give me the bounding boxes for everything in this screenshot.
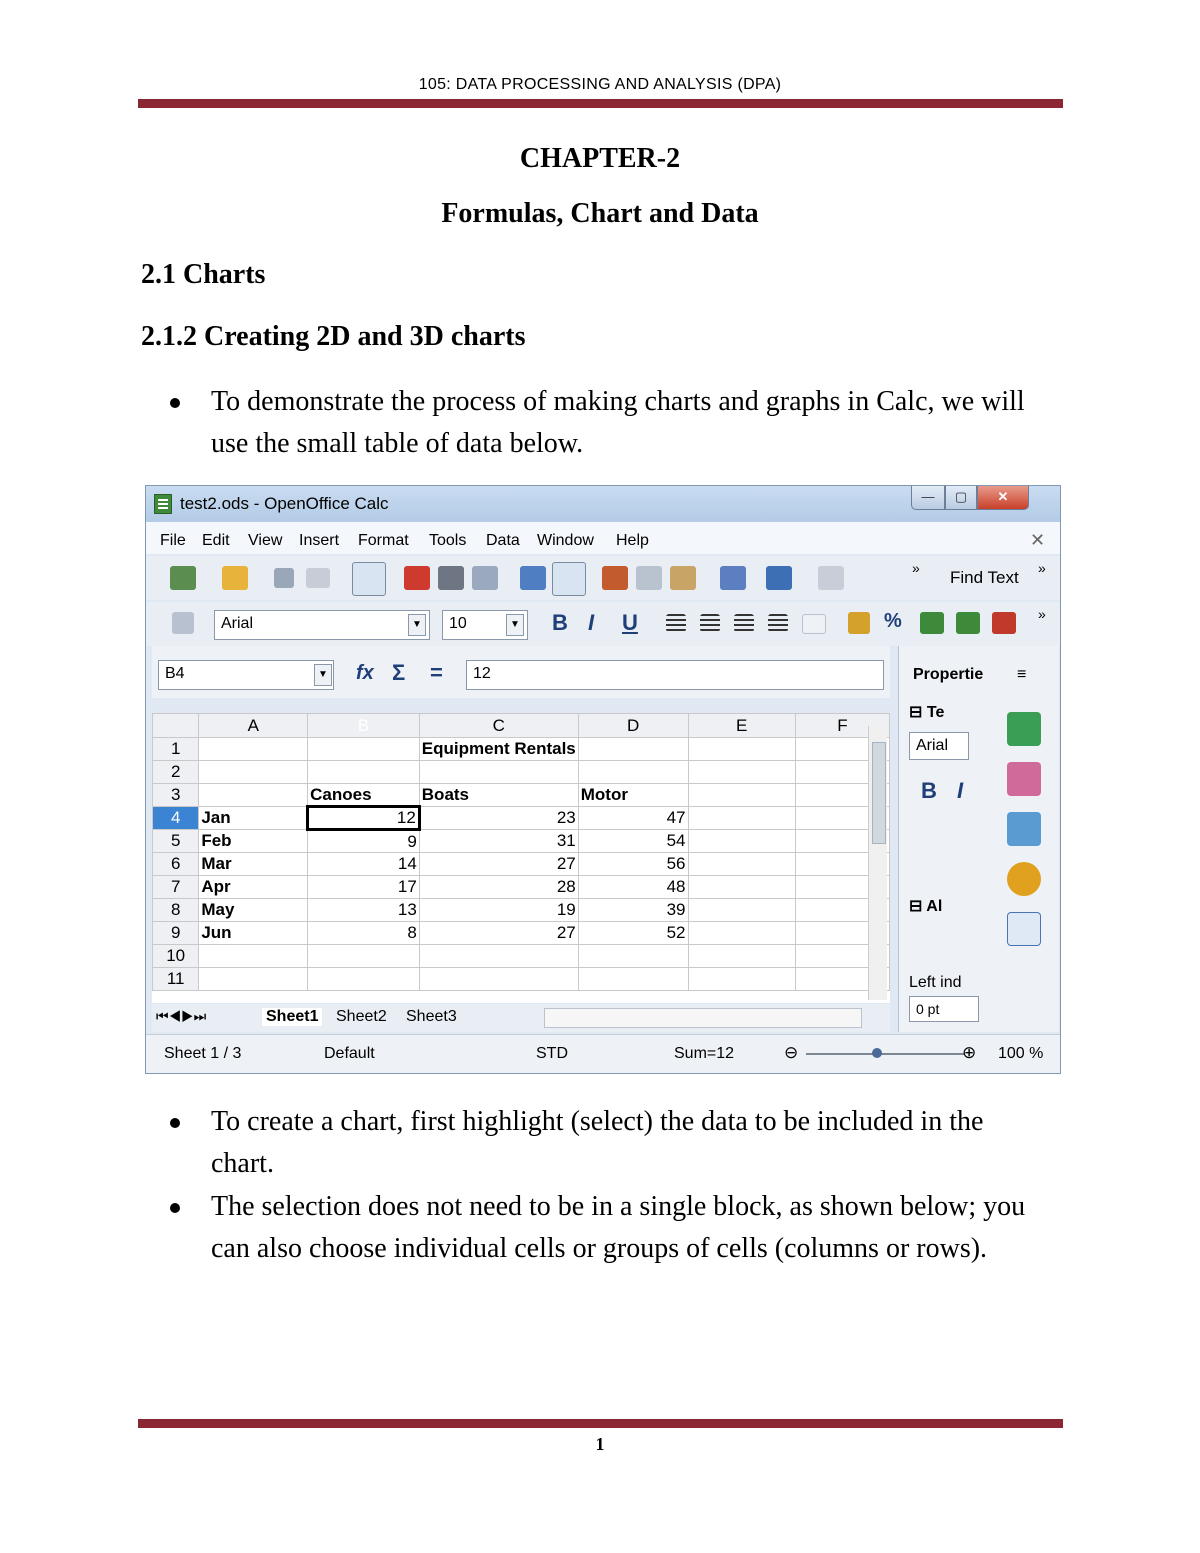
status-sum: Sum=12 — [674, 1045, 735, 1062]
window-titlebar — [146, 486, 1060, 522]
cut-icon[interactable] — [602, 566, 628, 590]
active-cell[interactable]: 12 — [308, 807, 420, 830]
zoom-slider[interactable] — [806, 1053, 964, 1055]
row-header[interactable]: 4 — [153, 807, 199, 830]
undo-icon[interactable] — [766, 566, 792, 590]
calc-app-icon — [154, 494, 172, 514]
bullet-text: To demonstrate the process of making charts and graphs in Calc, we will use the small table of data below. — [211, 386, 1025, 459]
cell[interactable]: Motor — [578, 784, 688, 807]
function-equals-icon[interactable]: = — [430, 660, 443, 685]
menu-format[interactable]: Format — [358, 532, 409, 549]
status-bar — [146, 1034, 1060, 1073]
cell[interactable] — [688, 830, 795, 853]
row-header[interactable]: 3 — [153, 784, 199, 807]
table-row — [153, 876, 890, 899]
standard-toolbar — [146, 556, 1060, 600]
menu-help[interactable]: Help — [616, 532, 649, 549]
cell[interactable]: 19 — [419, 899, 578, 922]
cell[interactable] — [688, 784, 795, 807]
function-wizard-icon[interactable]: fx — [356, 662, 374, 684]
zoom-slider-handle[interactable] — [872, 1048, 882, 1058]
cell[interactable]: 13 — [308, 899, 420, 922]
cell[interactable] — [419, 945, 578, 968]
tab-sheet1[interactable]: Sheet1 — [262, 1008, 322, 1026]
name-box[interactable] — [158, 660, 334, 690]
cell[interactable]: 54 — [578, 830, 688, 853]
cell[interactable]: Jan — [199, 807, 308, 830]
menu-bar — [146, 522, 1060, 554]
open-folder-icon[interactable] — [222, 566, 248, 590]
cell[interactable]: 52 — [578, 922, 688, 945]
cell[interactable]: 9 — [308, 830, 420, 853]
print-preview-icon[interactable] — [472, 566, 498, 590]
cell[interactable] — [199, 945, 308, 968]
row-header[interactable]: 5 — [153, 830, 199, 853]
save-icon[interactable] — [274, 568, 294, 588]
bullet-dot — [170, 398, 180, 408]
document-close-icon[interactable]: ✕ — [1030, 530, 1046, 550]
sidebar-font-value: Arial — [916, 737, 949, 754]
bold-button[interactable]: B — [552, 610, 568, 635]
status-selection-mode[interactable]: STD — [536, 1045, 568, 1062]
properties-sidebar — [898, 646, 1059, 1032]
table-row — [153, 830, 890, 853]
sidebar-italic-button[interactable]: I — [957, 778, 964, 803]
sheet-table — [152, 713, 890, 991]
cell[interactable] — [688, 899, 795, 922]
menu-data[interactable]: Data — [486, 532, 520, 549]
cell[interactable] — [199, 784, 308, 807]
horizontal-scrollbar[interactable] — [544, 1008, 862, 1028]
merge-cells-icon[interactable] — [802, 614, 826, 634]
calc-screenshot — [145, 485, 1061, 1074]
toolbar-overflow-icon-2[interactable]: » — [1038, 560, 1046, 576]
formula-bar — [152, 646, 890, 698]
menu-window[interactable]: Window — [537, 532, 594, 549]
cell[interactable]: 56 — [578, 853, 688, 876]
cell[interactable] — [688, 853, 795, 876]
page-number: 1 — [595, 1434, 605, 1454]
cell[interactable]: 47 — [578, 807, 688, 830]
cell[interactable] — [199, 738, 308, 761]
maximize-button[interactable]: ▢ — [945, 486, 977, 510]
cell[interactable]: Feb — [199, 830, 308, 853]
sidebar-title: Propertie — [913, 666, 984, 683]
cell[interactable]: 27 — [419, 853, 578, 876]
align-left-icon[interactable] — [666, 614, 686, 632]
row-header[interactable]: 2 — [153, 761, 199, 784]
scroll-thumb[interactable] — [872, 742, 886, 844]
cell[interactable] — [688, 968, 795, 991]
menu-insert[interactable]: Insert — [299, 532, 340, 549]
cell[interactable]: Jun — [199, 922, 308, 945]
bullet-text: The selection does not need to be in a single block, as shown below; you can also choose individual cells or groups of cells (columns or rows). — [211, 1191, 1026, 1264]
table-row — [153, 922, 890, 945]
column-header-d[interactable]: D — [578, 714, 688, 738]
font-size-dropdown-icon[interactable]: ▼ — [506, 614, 524, 636]
sidebar-indent-value: 0 pt — [916, 1001, 940, 1017]
email-icon[interactable] — [306, 568, 330, 588]
styles-deck-icon[interactable] — [1007, 762, 1041, 796]
row-header[interactable]: 1 — [153, 738, 199, 761]
sidebar-menu-icon[interactable]: ≡ — [1017, 666, 1027, 683]
close-button[interactable]: ✕ — [977, 486, 1029, 510]
bullet-item — [170, 381, 1050, 471]
bullet-item — [170, 1186, 1050, 1316]
styles-icon[interactable] — [172, 612, 194, 634]
row-header[interactable]: 6 — [153, 853, 199, 876]
align-center-icon[interactable] — [700, 614, 720, 632]
header-rule — [138, 99, 1063, 108]
cell[interactable] — [419, 761, 578, 784]
chapter-label: CHAPTER-2 — [519, 143, 681, 174]
row-header[interactable]: 11 — [153, 968, 199, 991]
copy-icon[interactable] — [636, 566, 662, 590]
cell[interactable] — [308, 968, 420, 991]
sidebar-text-section[interactable]: ⊟ Te — [909, 704, 945, 721]
cell[interactable] — [578, 945, 688, 968]
cell[interactable]: 39 — [578, 899, 688, 922]
spellcheck-icon[interactable] — [520, 566, 546, 590]
cell[interactable] — [419, 968, 578, 991]
cell[interactable]: 14 — [308, 853, 420, 876]
font-name-box[interactable] — [214, 610, 430, 640]
cell[interactable]: 31 — [419, 830, 578, 853]
subsection-heading: 2.1.2 Creating 2D and 3D charts — [141, 321, 526, 352]
table-row — [153, 899, 890, 922]
font-size-value: 10 — [449, 615, 467, 632]
footer-rule — [138, 1419, 1063, 1428]
currency-format-icon[interactable] — [848, 612, 870, 634]
cell[interactable] — [578, 738, 688, 761]
cell[interactable]: Boats — [419, 784, 578, 807]
column-header-c[interactable]: C — [419, 714, 578, 738]
sidebar-left-indent-label: Left ind — [909, 974, 962, 991]
cell[interactable]: Apr — [199, 876, 308, 899]
cell[interactable]: 48 — [578, 876, 688, 899]
zoom-in-icon[interactable]: ⊕ — [962, 1043, 977, 1062]
table-row — [153, 807, 890, 830]
align-right-icon[interactable] — [734, 614, 754, 632]
row-header[interactable]: 10 — [153, 945, 199, 968]
cell[interactable] — [308, 738, 420, 761]
cell[interactable] — [688, 876, 795, 899]
cell[interactable] — [688, 807, 795, 830]
row-header[interactable]: 8 — [153, 899, 199, 922]
cell[interactable]: 28 — [419, 876, 578, 899]
new-document-icon[interactable] — [170, 566, 196, 590]
cell[interactable] — [578, 968, 688, 991]
formula-input-value: 12 — [473, 665, 491, 682]
vertical-scrollbar[interactable] — [868, 726, 887, 1000]
sheet-title-cell[interactable]: Equipment Rentals — [419, 738, 578, 761]
table-row — [153, 968, 890, 991]
sum-icon[interactable]: Σ — [392, 660, 406, 685]
cell[interactable]: 27 — [419, 922, 578, 945]
menu-edit[interactable]: Edit — [202, 532, 230, 549]
paste-icon[interactable] — [670, 566, 696, 590]
toolbar-overflow-icon[interactable]: » — [912, 560, 920, 576]
sidebar-alignment-label: Al — [926, 898, 943, 915]
column-header-row — [153, 714, 890, 738]
cell[interactable]: 23 — [419, 807, 578, 830]
running-header: 105: DATA PROCESSING AND ANALYSIS (DPA) — [418, 76, 782, 93]
status-sheet: Sheet 1 / 3 — [164, 1045, 242, 1062]
zoom-out-icon[interactable]: ⊖ — [784, 1043, 799, 1062]
properties-deck-icon[interactable] — [1007, 712, 1041, 746]
clone-formatting-icon[interactable] — [720, 566, 746, 590]
column-header-e[interactable]: E — [688, 714, 795, 738]
bullet-dot — [170, 1203, 180, 1213]
percent-format-button[interactable]: % — [884, 610, 902, 632]
sidebar-alignment-section[interactable]: ⊟ Al — [909, 898, 943, 915]
cell[interactable] — [688, 922, 795, 945]
font-name-dropdown-icon[interactable]: ▼ — [408, 614, 426, 636]
find-text-field[interactable]: Find Text — [950, 568, 1019, 587]
justify-icon[interactable] — [768, 614, 788, 632]
cell[interactable]: 8 — [308, 922, 420, 945]
sidebar-bold-button[interactable]: B — [921, 778, 937, 803]
sheet-tabs-bar — [152, 1004, 890, 1032]
gallery-deck-icon[interactable] — [1007, 812, 1041, 846]
redo-icon[interactable] — [818, 566, 844, 590]
underline-button[interactable]: U — [622, 610, 638, 635]
delete-decimal-icon[interactable] — [992, 612, 1016, 634]
table-row — [153, 945, 890, 968]
cell[interactable]: 17 — [308, 876, 420, 899]
table-row — [153, 784, 890, 807]
cell[interactable] — [578, 761, 688, 784]
cell[interactable] — [199, 761, 308, 784]
table-row — [153, 761, 890, 784]
column-header-a[interactable]: A — [199, 714, 308, 738]
chapter-title: Formulas, Chart and Data — [441, 198, 759, 229]
row-header[interactable]: 7 — [153, 876, 199, 899]
cell[interactable] — [199, 968, 308, 991]
edit-file-icon[interactable] — [352, 562, 386, 596]
sidebar-font-box[interactable] — [909, 732, 969, 760]
toolbar-overflow-icon-3[interactable]: » — [1038, 606, 1046, 622]
cell[interactable]: Mar — [199, 853, 308, 876]
cell[interactable]: Canoes — [308, 784, 420, 807]
menu-file[interactable]: File — [160, 532, 186, 549]
standard-number-format-icon[interactable] — [920, 612, 944, 634]
functions-deck-icon[interactable] — [1007, 912, 1041, 946]
menu-view[interactable]: View — [248, 532, 283, 549]
tab-sheet2[interactable]: Sheet2 — [336, 1008, 387, 1025]
name-box-dropdown-icon[interactable]: ▼ — [314, 664, 332, 686]
cell[interactable] — [688, 738, 795, 761]
status-zoom[interactable]: 100 % — [998, 1045, 1044, 1062]
name-box-value: B4 — [165, 665, 185, 682]
select-all-corner[interactable] — [153, 714, 199, 738]
bullet-item — [170, 1101, 1050, 1191]
tab-sheet3[interactable]: Sheet3 — [406, 1008, 457, 1025]
table-row — [153, 853, 890, 876]
autospellcheck-icon[interactable] — [552, 562, 586, 596]
tab-navigation-icons[interactable]: ⏮◀▶⏭ — [156, 1008, 207, 1024]
export-pdf-icon[interactable] — [404, 566, 430, 590]
row-header[interactable]: 9 — [153, 922, 199, 945]
column-header-f[interactable]: F — [795, 714, 889, 738]
window-title: test2.ods - OpenOffice Calc — [180, 494, 389, 513]
cell[interactable] — [308, 761, 420, 784]
section-heading: 2.1 Charts — [141, 259, 266, 290]
spreadsheet-grid — [152, 713, 890, 1003]
bullet-dot — [170, 1118, 180, 1128]
table-row — [153, 738, 890, 761]
status-page-style[interactable]: Default — [324, 1045, 375, 1062]
sidebar-text-label: Te — [926, 704, 945, 721]
bullet-text: To create a chart, first highlight (select) the data to be included in the chart. — [211, 1106, 984, 1179]
cell[interactable] — [688, 945, 795, 968]
menu-tools[interactable]: Tools — [429, 532, 467, 549]
formatting-toolbar — [146, 602, 1060, 646]
minimize-button[interactable]: — — [911, 486, 945, 510]
add-decimal-icon[interactable] — [956, 612, 980, 634]
print-icon[interactable] — [438, 566, 464, 590]
cell[interactable] — [688, 761, 795, 784]
column-header-b[interactable]: B — [308, 714, 420, 738]
cell[interactable]: May — [199, 899, 308, 922]
navigator-deck-icon[interactable] — [1007, 862, 1041, 896]
cell[interactable] — [308, 945, 420, 968]
font-name-value: Arial — [221, 615, 254, 632]
sidebar-indent-field[interactable] — [909, 996, 979, 1022]
formula-input[interactable] — [466, 660, 884, 690]
italic-button[interactable]: I — [588, 610, 595, 635]
